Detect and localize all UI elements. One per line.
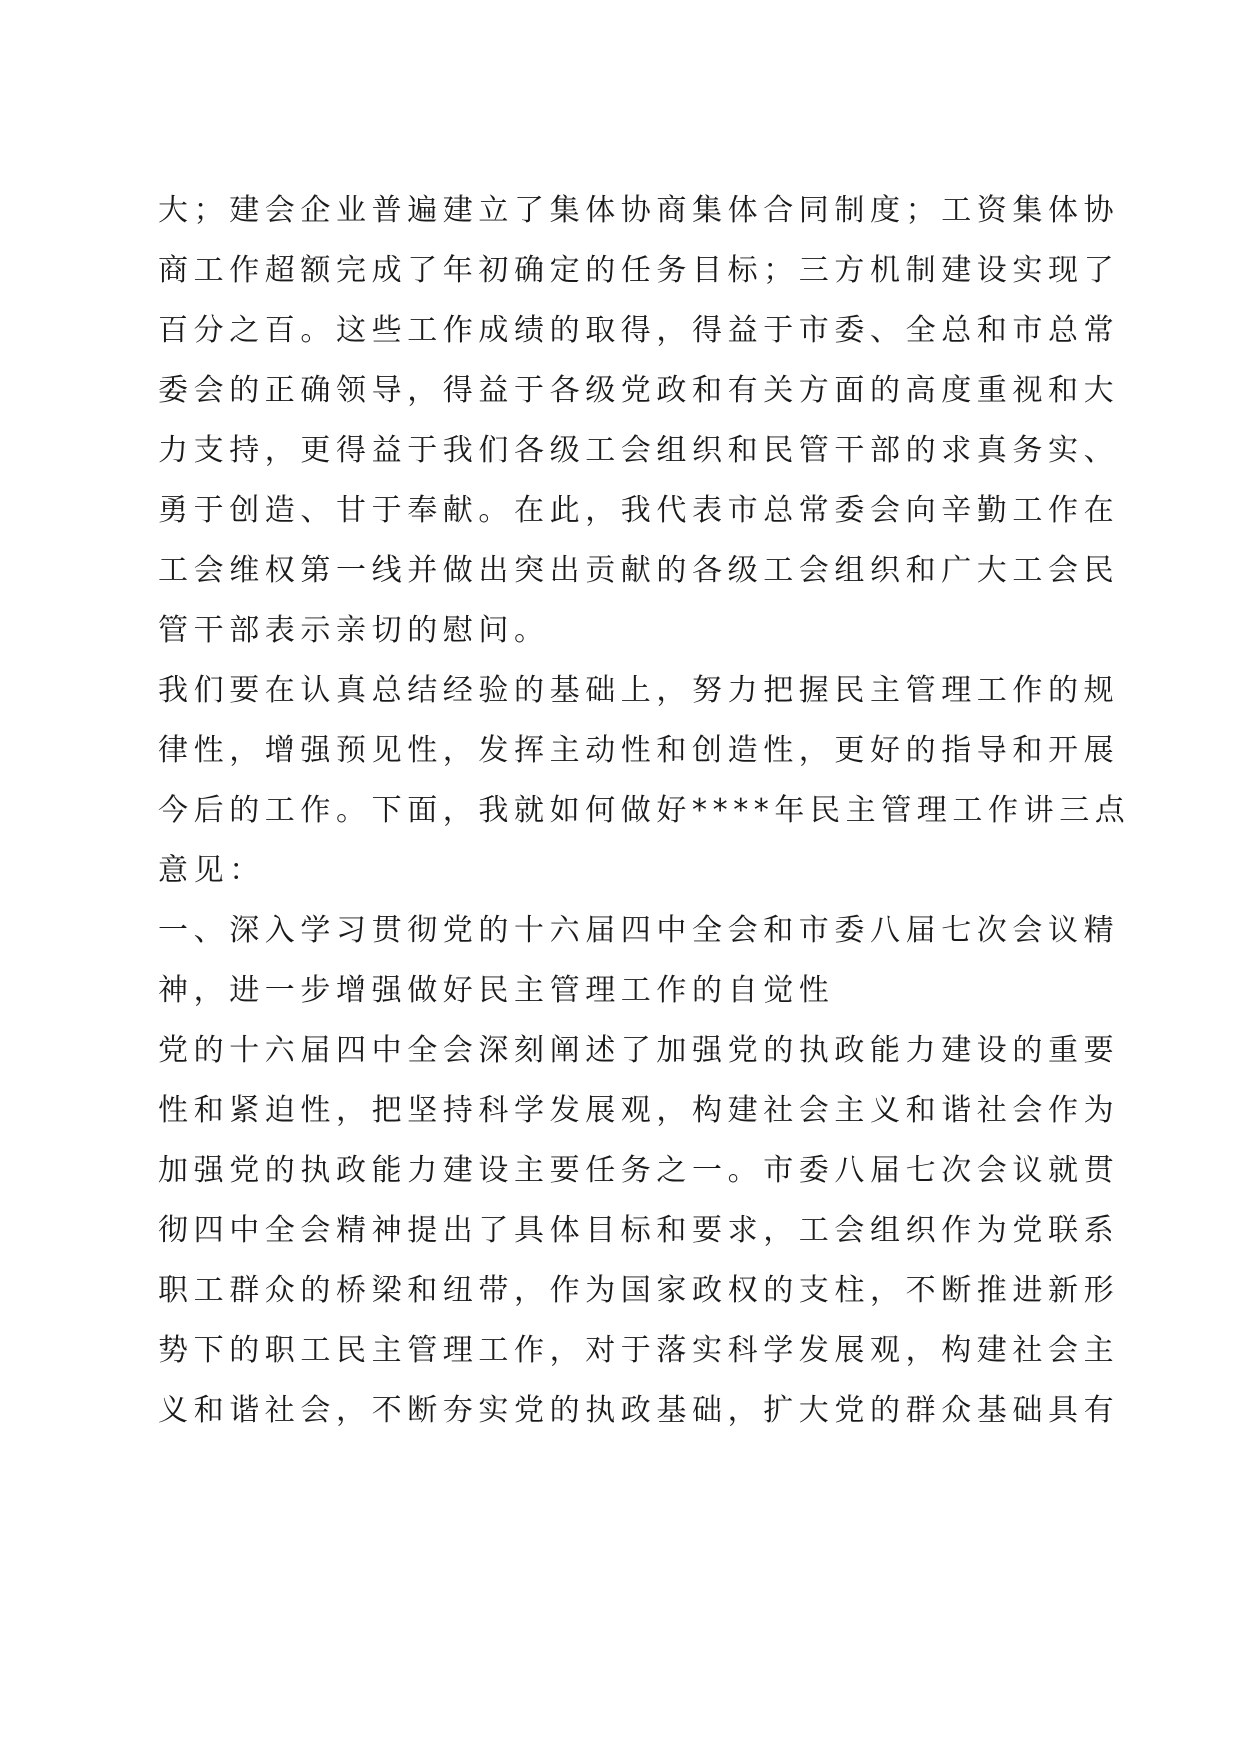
text-line: 大；建会企业普遍建立了集体协商集体合同制度；工资集体协 (158, 193, 1120, 228)
text-line: 我们要在认真总结经验的基础上，努力把握民主管理工作的规 (158, 673, 1120, 708)
text-line: 性和紧迫性，把坚持科学发展观，构建社会主义和谐社会作为 (158, 1093, 1120, 1128)
text-line: 今后的工作。下面，我就如何做好****年民主管理工作讲三点 (158, 793, 1131, 828)
text-line: 党的十六届四中全会深刻阐述了加强党的执政能力建设的重要 (158, 1033, 1120, 1068)
section-heading-line: 神，进一步增强做好民主管理工作的自觉性 (158, 973, 835, 1008)
text-line: 商工作超额完成了年初确定的任务目标；三方机制建设实现了 (158, 253, 1120, 288)
text-line: 律性，增强预见性，发挥主动性和创造性，更好的指导和开展 (158, 733, 1120, 768)
text-line: 义和谐社会，不断夯实党的执政基础，扩大党的群众基础具有 (158, 1393, 1120, 1428)
text-line: 百分之百。这些工作成绩的取得，得益于市委、全总和市总常 (158, 313, 1120, 348)
section-heading-line: 一、深入学习贯彻党的十六届四中全会和市委八届七次会议精 (158, 913, 1120, 948)
text-line: 勇于创造、甘于奉献。在此，我代表市总常委会向辛勤工作在 (158, 493, 1120, 528)
text-line: 委会的正确领导，得益于各级党政和有关方面的高度重视和大 (158, 373, 1120, 408)
text-line: 工会维权第一线并做出突出贡献的各级工会组织和广大工会民 (158, 553, 1120, 588)
text-line: 加强党的执政能力建设主要任务之一。市委八届七次会议就贯 (158, 1153, 1120, 1188)
text-line: 力支持，更得益于我们各级工会组织和民管干部的求真务实、 (158, 433, 1120, 468)
text-line: 势下的职工民主管理工作，对于落实科学发展观，构建社会主 (158, 1333, 1120, 1368)
text-line: 职工群众的桥梁和纽带，作为国家政权的支柱，不断推进新形 (158, 1273, 1120, 1308)
text-line: 彻四中全会精神提出了具体目标和要求，工会组织作为党联系 (158, 1213, 1120, 1248)
text-line: 管干部表示亲切的慰问。 (158, 613, 550, 648)
document-body (158, 181, 1131, 1441)
text-line: 意见： (158, 853, 265, 888)
